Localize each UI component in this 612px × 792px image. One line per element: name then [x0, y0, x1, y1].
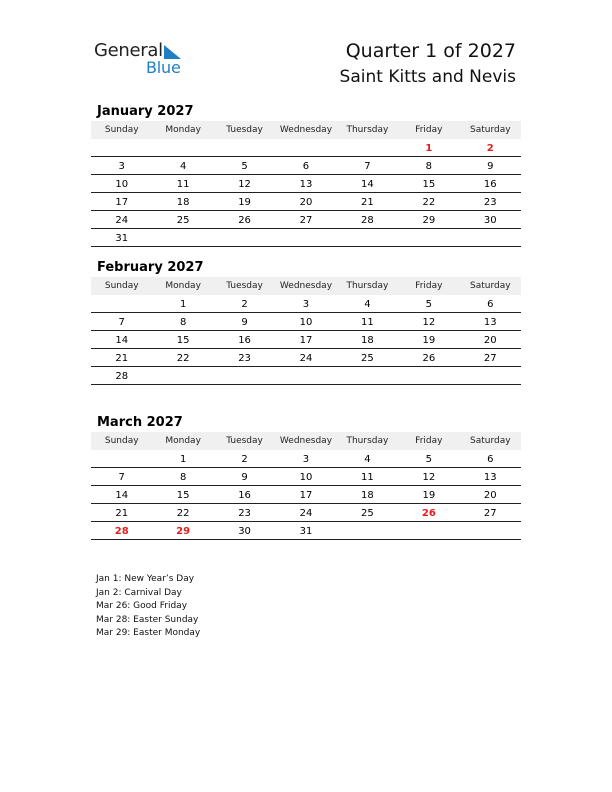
day-cell: 10 — [91, 175, 152, 193]
day-cell: 16 — [214, 486, 275, 504]
holiday-notes — [96, 573, 200, 641]
day-cell: 24 — [275, 349, 336, 367]
day-cell: 30 — [460, 211, 521, 229]
day-cell: 10 — [275, 313, 336, 331]
day-cell: 22 — [152, 349, 213, 367]
day-cell: 6 — [460, 295, 521, 313]
holiday-note: Mar 26: Good Friday — [96, 601, 188, 611]
empty-day-cell — [337, 229, 398, 247]
day-cell: 5 — [214, 157, 275, 175]
holiday-note: Mar 28: Easter Sunday — [96, 614, 199, 625]
weekday-header: Thursday — [337, 121, 398, 139]
weekday-header: Monday — [152, 277, 213, 295]
day-cell: 5 — [398, 295, 459, 313]
day-cell: 23 — [460, 193, 521, 211]
day-cell: 18 — [337, 331, 398, 349]
day-cell: 14 — [91, 486, 152, 504]
empty-day-cell — [214, 229, 275, 247]
day-cell: 1 — [152, 295, 213, 313]
weekday-header: Tuesday — [214, 432, 275, 450]
empty-day-cell — [460, 367, 521, 385]
day-cell: 2 — [214, 450, 275, 468]
day-cell: 20 — [460, 331, 521, 349]
day-cell: 3 — [275, 295, 336, 313]
day-cell: 5 — [398, 450, 459, 468]
day-cell: 26 — [214, 211, 275, 229]
day-cell: 25 — [337, 504, 398, 522]
weekday-header: Wednesday — [275, 432, 336, 450]
holiday-note: Jan 2: Carnival Day — [96, 587, 182, 598]
day-cell: 17 — [275, 331, 336, 349]
day-cell: 26 — [398, 349, 459, 367]
day-cell: 11 — [152, 175, 213, 193]
day-cell: 28 — [91, 522, 152, 540]
month-title: March 2027 — [97, 415, 183, 430]
day-cell: 28 — [337, 211, 398, 229]
day-cell: 8 — [152, 468, 213, 486]
day-cell: 6 — [460, 450, 521, 468]
day-cell: 9 — [460, 157, 521, 175]
day-cell: 30 — [214, 522, 275, 540]
empty-day-cell — [152, 139, 213, 157]
day-cell: 7 — [91, 313, 152, 331]
day-cell: 21 — [91, 504, 152, 522]
calendar-grid — [91, 277, 521, 385]
week-row — [91, 211, 521, 229]
week-row — [91, 295, 521, 313]
day-cell: 24 — [275, 504, 336, 522]
week-row — [91, 313, 521, 331]
week-row — [91, 175, 521, 193]
day-cell: 12 — [398, 468, 459, 486]
empty-day-cell — [337, 139, 398, 157]
week-row — [91, 229, 521, 247]
day-cell: 20 — [275, 193, 336, 211]
empty-day-cell — [398, 229, 459, 247]
day-cell: 31 — [91, 229, 152, 247]
day-cell: 14 — [337, 175, 398, 193]
weekday-header: Tuesday — [214, 277, 275, 295]
day-cell: 9 — [214, 313, 275, 331]
day-cell: 24 — [91, 211, 152, 229]
empty-day-cell — [460, 229, 521, 247]
day-cell: 12 — [214, 175, 275, 193]
empty-day-cell — [398, 367, 459, 385]
day-cell: 1 — [152, 450, 213, 468]
day-cell: 8 — [152, 313, 213, 331]
day-cell: 2 — [460, 139, 521, 157]
empty-day-cell — [91, 450, 152, 468]
empty-day-cell — [152, 229, 213, 247]
day-cell: 6 — [275, 157, 336, 175]
day-cell: 15 — [152, 486, 213, 504]
day-cell: 16 — [214, 331, 275, 349]
day-cell: 4 — [152, 157, 213, 175]
empty-day-cell — [214, 367, 275, 385]
day-cell: 27 — [460, 504, 521, 522]
weekday-header: Saturday — [460, 277, 521, 295]
month-february — [91, 259, 521, 385]
day-cell: 7 — [337, 157, 398, 175]
weekday-header: Thursday — [337, 277, 398, 295]
week-row — [91, 367, 521, 385]
day-cell: 26 — [398, 504, 459, 522]
weekday-header: Tuesday — [214, 121, 275, 139]
empty-day-cell — [152, 367, 213, 385]
weekday-header: Friday — [398, 277, 459, 295]
day-cell: 1 — [398, 139, 459, 157]
empty-day-cell — [337, 367, 398, 385]
week-row — [91, 468, 521, 486]
day-cell: 10 — [275, 468, 336, 486]
empty-day-cell — [91, 295, 152, 313]
month-title: February 2027 — [97, 260, 204, 275]
week-row — [91, 157, 521, 175]
day-cell: 25 — [152, 211, 213, 229]
weekday-header: Sunday — [91, 277, 152, 295]
empty-day-cell — [91, 139, 152, 157]
day-cell: 2 — [214, 295, 275, 313]
generalblue-logo — [94, 40, 194, 78]
day-cell: 4 — [337, 295, 398, 313]
day-cell: 15 — [398, 175, 459, 193]
logo-word-blue: Blue — [146, 58, 181, 77]
empty-day-cell — [337, 522, 398, 540]
day-cell: 19 — [398, 331, 459, 349]
weekday-header: Thursday — [337, 432, 398, 450]
day-cell: 18 — [337, 486, 398, 504]
holiday-note: Jan 1: New Year’s Day — [96, 574, 195, 584]
weekday-header: Monday — [152, 121, 213, 139]
empty-day-cell — [275, 229, 336, 247]
day-cell: 18 — [152, 193, 213, 211]
week-row — [91, 193, 521, 211]
empty-day-cell — [398, 522, 459, 540]
day-cell: 22 — [398, 193, 459, 211]
day-cell: 29 — [152, 522, 213, 540]
weekday-header: Sunday — [91, 432, 152, 450]
day-cell: 16 — [460, 175, 521, 193]
day-cell: 14 — [91, 331, 152, 349]
day-cell: 25 — [337, 349, 398, 367]
weekday-header: Saturday — [460, 432, 521, 450]
calendar-grid — [91, 432, 521, 540]
day-cell: 3 — [275, 450, 336, 468]
day-cell: 13 — [460, 468, 521, 486]
day-cell: 8 — [398, 157, 459, 175]
weekday-header: Wednesday — [275, 277, 336, 295]
day-cell: 22 — [152, 504, 213, 522]
day-cell: 23 — [214, 504, 275, 522]
day-cell: 21 — [337, 193, 398, 211]
weekday-header: Friday — [398, 121, 459, 139]
weekday-header: Monday — [152, 432, 213, 450]
weekday-header: Friday — [398, 432, 459, 450]
day-cell: 20 — [460, 486, 521, 504]
day-cell: 19 — [214, 193, 275, 211]
week-row — [91, 349, 521, 367]
week-row — [91, 504, 521, 522]
day-cell: 11 — [337, 468, 398, 486]
country-name: Saint Kitts and Nevis — [339, 67, 516, 87]
day-cell: 31 — [275, 522, 336, 540]
week-row — [91, 450, 521, 468]
day-cell: 7 — [91, 468, 152, 486]
day-cell: 28 — [91, 367, 152, 385]
day-cell: 29 — [398, 211, 459, 229]
empty-day-cell — [275, 367, 336, 385]
weekday-header: Wednesday — [275, 121, 336, 139]
holiday-note: Mar 29: Easter Monday — [96, 628, 201, 638]
day-cell: 17 — [91, 193, 152, 211]
page-title: Quarter 1 of 2027 — [345, 40, 516, 62]
week-row — [91, 486, 521, 504]
empty-day-cell — [275, 139, 336, 157]
day-cell: 19 — [398, 486, 459, 504]
day-cell: 27 — [460, 349, 521, 367]
day-cell: 11 — [337, 313, 398, 331]
logo-word-general: General — [94, 40, 163, 61]
day-cell: 17 — [275, 486, 336, 504]
day-cell: 27 — [275, 211, 336, 229]
week-row — [91, 522, 521, 540]
day-cell: 23 — [214, 349, 275, 367]
day-cell: 9 — [214, 468, 275, 486]
week-row — [91, 331, 521, 349]
day-cell: 15 — [152, 331, 213, 349]
day-cell: 13 — [460, 313, 521, 331]
day-cell: 4 — [337, 450, 398, 468]
day-cell: 3 — [91, 157, 152, 175]
week-row — [91, 139, 521, 157]
weekday-header: Sunday — [91, 121, 152, 139]
day-cell: 12 — [398, 313, 459, 331]
calendar-grid — [91, 121, 521, 247]
day-cell: 13 — [275, 175, 336, 193]
month-march — [91, 414, 521, 540]
weekday-header: Saturday — [460, 121, 521, 139]
empty-day-cell — [214, 139, 275, 157]
empty-day-cell — [460, 522, 521, 540]
day-cell: 21 — [91, 349, 152, 367]
month-title: January 2027 — [97, 104, 194, 119]
month-january — [91, 103, 521, 247]
